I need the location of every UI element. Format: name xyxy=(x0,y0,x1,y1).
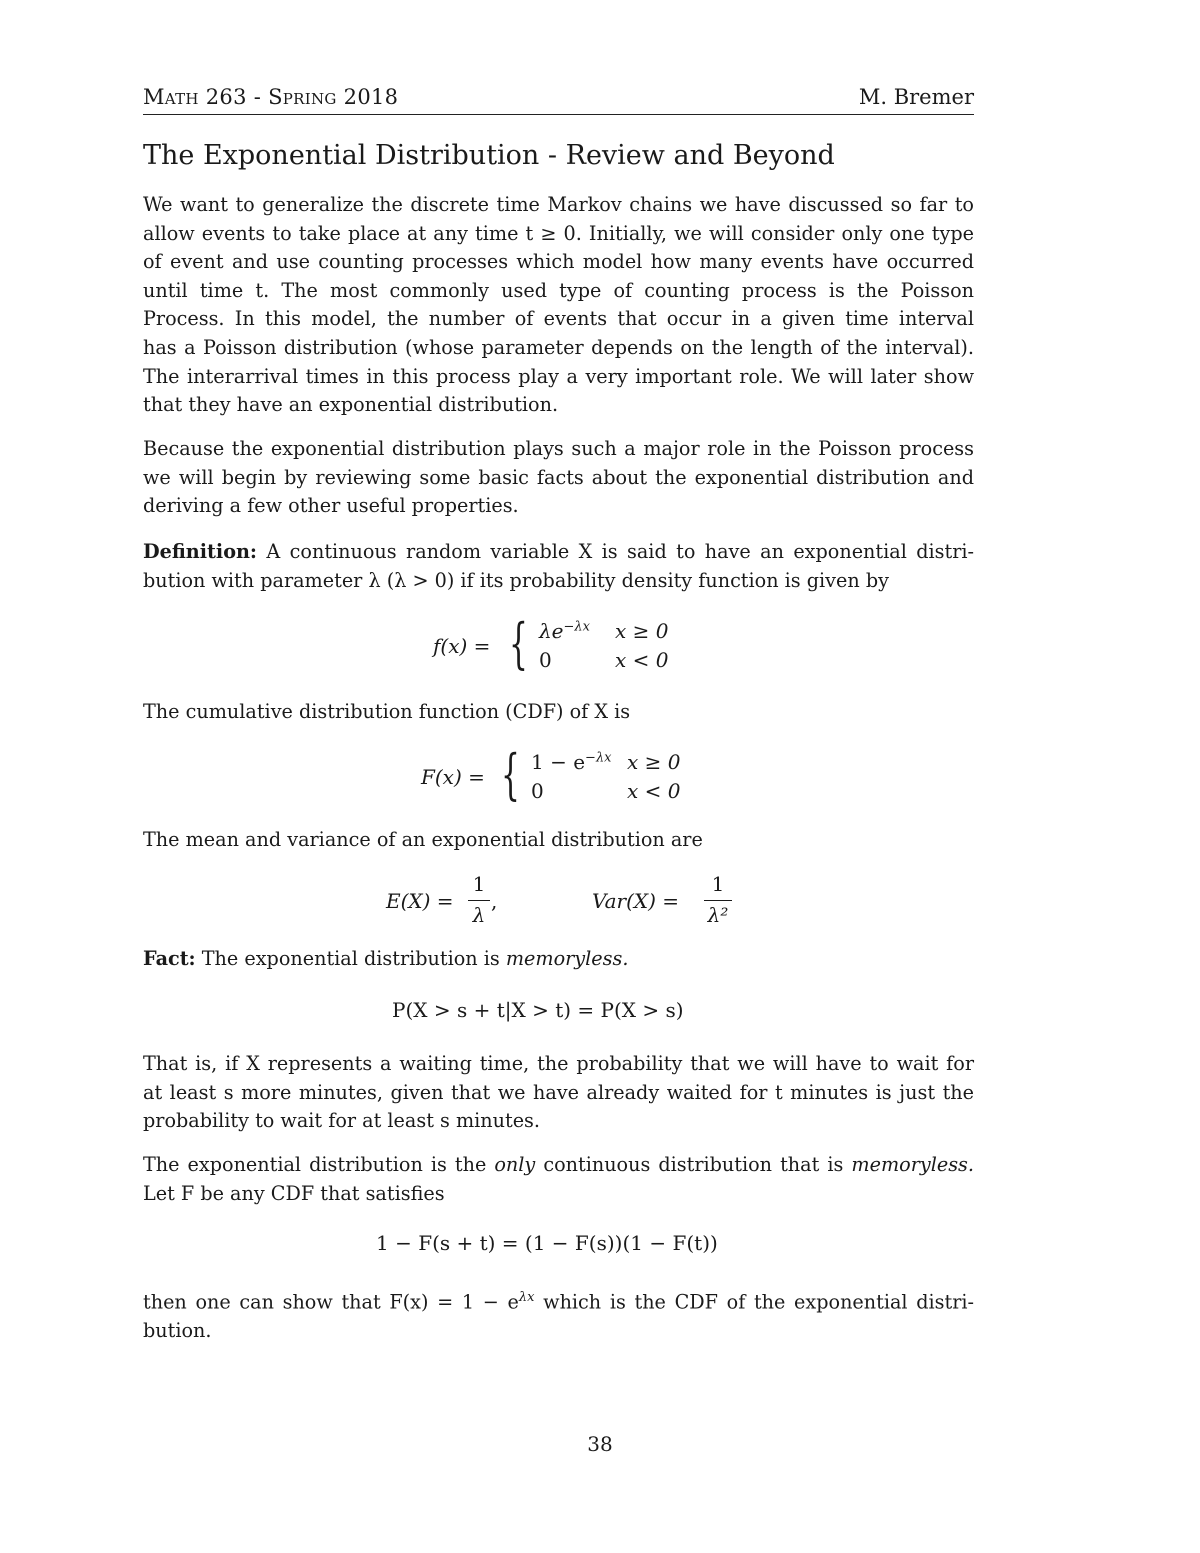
mean-comma: , xyxy=(491,889,498,913)
intro-line: of event and use counting processes which model how many events have occurred xyxy=(143,250,974,274)
intro-paragraph xyxy=(143,191,974,420)
only-mid: continuous distribution that is xyxy=(543,1153,844,1176)
definition-paragraph xyxy=(143,538,974,595)
intro-line: Process. In this model, the number of events that occur in a given time interval xyxy=(143,307,974,331)
variance-numerator: 1 xyxy=(711,872,725,896)
cdf-case2-cond: x < 0 xyxy=(627,779,681,803)
conclusion-pre: then one can show that F(x) = 1 − e xyxy=(143,1290,519,1314)
pdf-lhs: f(x) = xyxy=(433,634,491,658)
definition-line2: bution with parameter λ (λ > 0) if its probability density function is given by xyxy=(143,568,889,592)
pdf-equation xyxy=(433,612,693,677)
mean-variance-equation xyxy=(386,872,746,932)
fact-label: Fact: xyxy=(143,947,196,970)
intro-line: has a Poisson distribution (whose parameter depends on the length of the interval). xyxy=(143,335,974,359)
only-paragraph xyxy=(143,1151,974,1208)
pdf-case2-cond: x < 0 xyxy=(615,648,669,672)
section-title: The Exponential Distribution - Review and Beyond xyxy=(143,140,835,171)
definition-line1: A continuous random variable X is said to have an exponential distri- xyxy=(266,540,974,563)
cdf-lhs: F(x) = xyxy=(421,765,485,789)
cdf-case2-expr: 0 xyxy=(531,779,544,803)
cdf-case1-cond: x ≥ 0 xyxy=(627,750,681,774)
variance-fraction-bar xyxy=(704,900,732,901)
mean-intro: The mean and variance of an exponential distribution are xyxy=(143,828,703,851)
cdf-case1-sup: −λx xyxy=(585,750,612,766)
course-label: Math 263 - Spring 2018 xyxy=(143,85,399,109)
pdf-case1-expr: λe xyxy=(539,619,564,643)
conclusion-sup: λx xyxy=(518,1290,535,1305)
cdf-case1-expr: 1 − e xyxy=(531,750,586,774)
cdf-intro: The cumulative distribution function (CDF) of X is xyxy=(143,700,631,723)
thatis-line: at least s more minutes, given that we have already waited for t minutes is just the xyxy=(143,1080,974,1104)
page-header xyxy=(143,84,974,115)
thatis-line: That is, if X represents a waiting time, the probability that we will have to wait for xyxy=(143,1052,974,1075)
definition-label: Definition: xyxy=(143,540,258,563)
mean-denominator: λ xyxy=(472,903,486,927)
variance-lhs: Var(X) = xyxy=(592,889,680,913)
because-line: we will begin by reviewing some basic facts about the exponential distribution and xyxy=(143,465,974,489)
only-pre: The exponential distribution is the xyxy=(143,1153,487,1176)
because-line: Because the exponential distribution plays such a major role in the Poisson process xyxy=(143,437,974,460)
mean-numerator: 1 xyxy=(472,872,486,896)
because-paragraph xyxy=(143,435,974,521)
only-emph: only xyxy=(494,1153,536,1176)
intro-line: allow events to take place at any time t ≥ 0. Initially, we will consider only one type xyxy=(143,221,974,245)
pdf-brace: { xyxy=(509,612,528,675)
cdf-brace: { xyxy=(501,743,520,806)
memoryless-equation: P(X > s + t|X > t) = P(X > s) xyxy=(392,998,684,1022)
thatis-paragraph xyxy=(143,1050,974,1136)
pdf-case1-sup: −λx xyxy=(563,619,590,635)
thatis-line: probability to wait for at least s minutes. xyxy=(143,1109,541,1133)
intro-line: that they have an exponential distribution. xyxy=(143,393,559,417)
fact-emph: memoryless. xyxy=(505,947,629,970)
fact-text: The exponential distribution is xyxy=(201,947,500,970)
mean-fraction-bar xyxy=(468,900,490,901)
fact-paragraph xyxy=(143,945,974,974)
conclusion-paragraph xyxy=(143,1284,974,1346)
pdf-case1-cond: x ≥ 0 xyxy=(615,619,669,643)
page-number: 38 xyxy=(587,1432,613,1456)
author-label: M. Bremer xyxy=(858,85,974,109)
variance-denominator: λ² xyxy=(707,903,729,927)
because-line: deriving a few other useful properties. xyxy=(143,494,519,518)
intro-line: until time t. The most commonly used type of counting process is the Poisson xyxy=(143,278,974,302)
functional-equation: 1 − F(s + t) = (1 − F(s))(1 − F(t)) xyxy=(376,1231,718,1255)
conclusion-line2: bution. xyxy=(143,1318,212,1342)
only-line2: Let F be any CDF that satisfies xyxy=(143,1181,445,1205)
conclusion-post: which is the CDF of the exponential distri- xyxy=(543,1290,975,1314)
memoryless-emph: memoryless. xyxy=(851,1153,974,1176)
pdf-case2-expr: 0 xyxy=(539,648,552,672)
cdf-equation xyxy=(421,743,701,808)
intro-line: The interarrival times in this process play a very important role. We will later show xyxy=(143,364,974,388)
mean-lhs: E(X) = xyxy=(386,889,454,913)
intro-line: We want to generalize the discrete time Markov chains we have discussed so far to xyxy=(143,193,974,216)
